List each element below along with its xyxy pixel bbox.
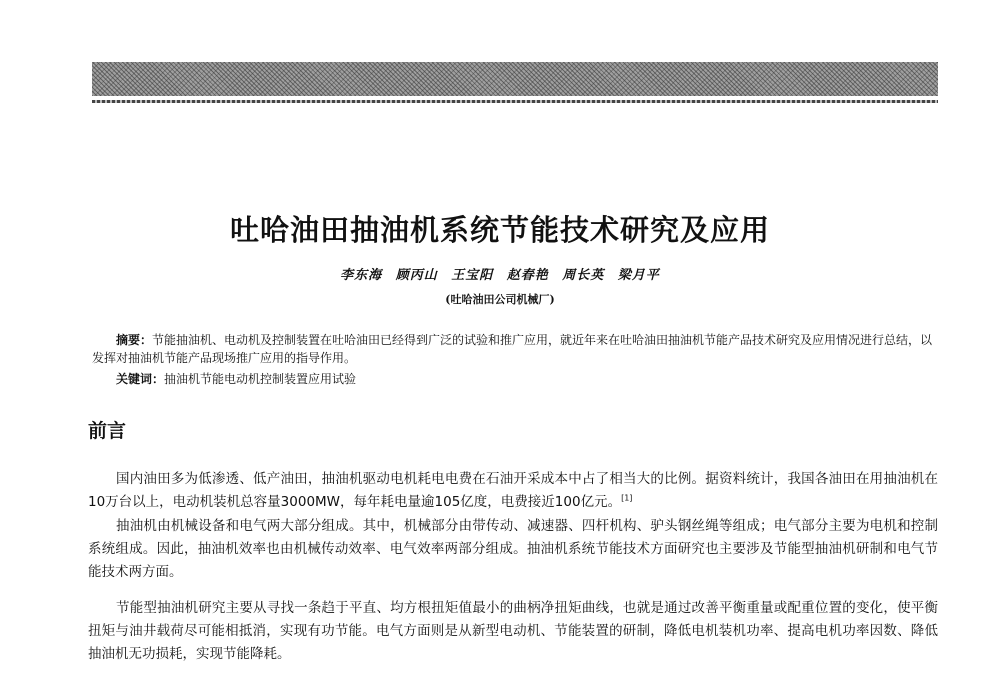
- paper-title: 吐哈油田抽油机系统节能技术研究及应用: [229, 213, 770, 247]
- authors: 李东海 顾丙山 王宝阳 赵春艳 周长英 梁月平: [340, 268, 660, 283]
- citation-1: [1]: [621, 493, 633, 503]
- body-paragraph-1: [88, 468, 938, 514]
- body-paragraph-2: 抽油机由机械设备和电气两大部分组成。其中，机械部分由带传动、减速器、四杆机构、驴头钢丝绳等组成；电气部分主要为电机和控制系统组成。因此，抽油机效率也由机械传动效率、电气效率两部分组成。抽油机系统节能技术方面研究也主要涉及节能型抽油机研制和电气节能技术两方面。: [88, 518, 938, 580]
- keywords: [92, 370, 938, 388]
- paragraph-1-text: 国内油田多为低渗透、低产油田，抽油机驱动电机耗电电费在石油开采成本中占了相当大的比例。据资料统计，我国各油田在用抽油机在10万台以上，电动机装机总容量3000MW，每年耗电量逾105亿度，电费接近100亿元。: [88, 471, 938, 510]
- abstract-text: 节能抽油机、电动机及控制装置在吐哈油田已经得到广泛的试验和推广应用，就近年来在吐哈油田抽油机节能产品技术研究及应用情况进行总结，以发挥对抽油机节能产品现场推广应用的指导作用。: [92, 333, 933, 365]
- header-band: [92, 62, 938, 96]
- section-heading: 前言: [88, 420, 127, 442]
- affiliation: (吐哈油田公司机械厂): [445, 293, 555, 306]
- body-paragraph-3: 节能型抽油机研究主要从寻找一条趋于平直、均方根扭矩值最小的曲柄净扭矩曲线，也就是通过改善平衡重量或配重位置的变化，使平衡扭矩与油井载荷尽可能相抵消，实现有功节能。电气方面则是从新型电动机、节能装置的研制，降低电机装机功率、提高电机功率因数、降低抽油机无功损耗，实现节能降耗。: [88, 600, 938, 662]
- header-rule: [92, 100, 938, 103]
- keywords-text: 抽油机节能电动机控制装置应用试验: [164, 372, 357, 386]
- keywords-label: 关键词：: [116, 372, 165, 386]
- abstract: [92, 331, 938, 367]
- abstract-label: 摘要：: [116, 333, 153, 347]
